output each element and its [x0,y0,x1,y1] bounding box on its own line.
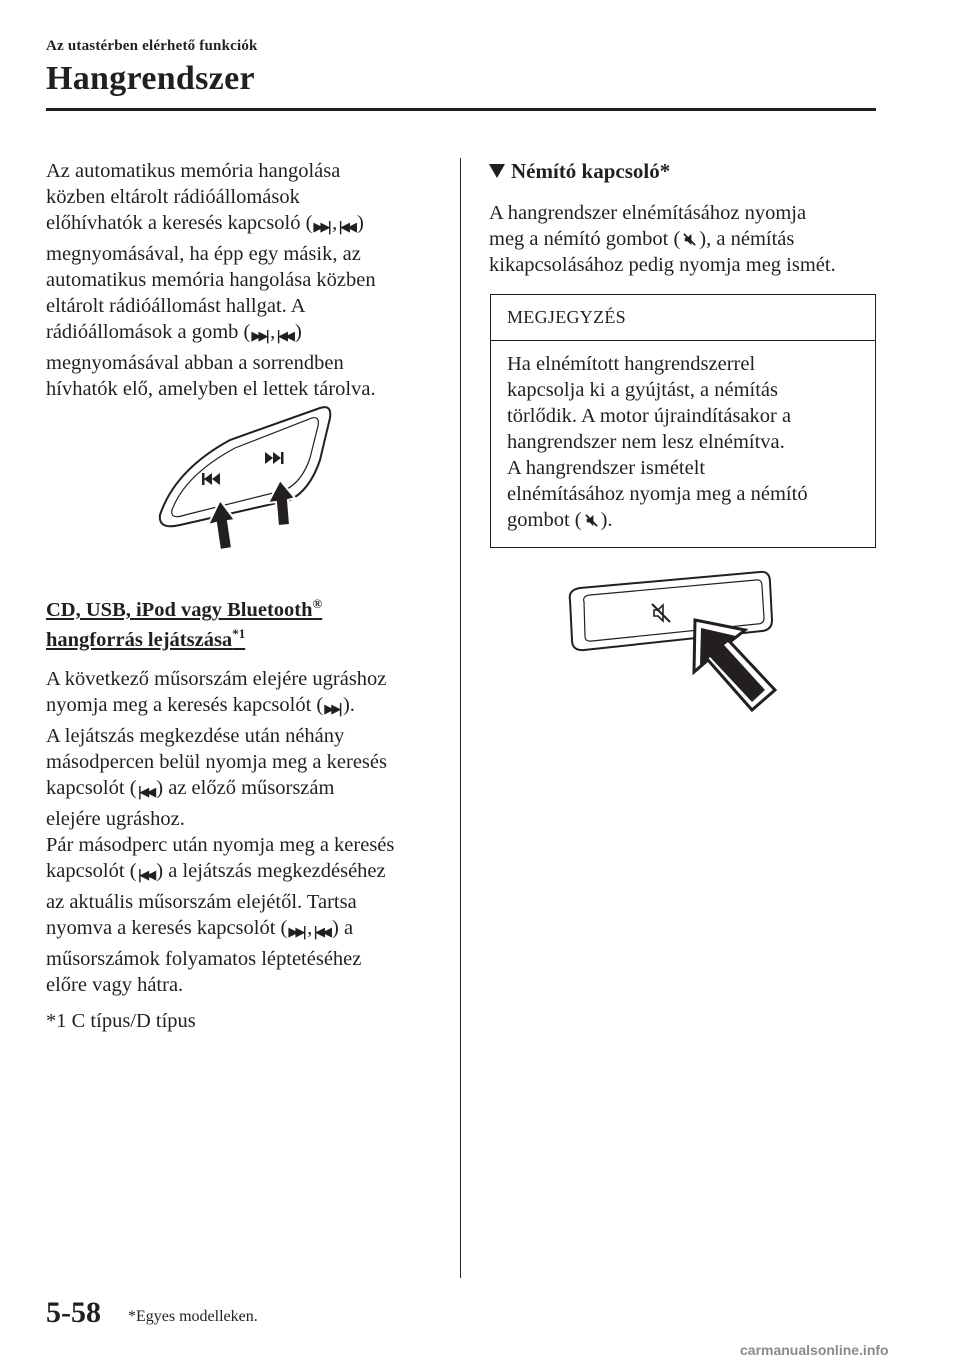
press-arrow [694,620,775,710]
mute-icon [584,513,599,528]
press-arrow-left [208,500,235,550]
mute-icon [682,232,697,247]
watermark: carmanualsonline.info [740,1342,889,1358]
sub-heading: CD, USB, iPod vagy Bluetooth® hangforrás lejátszása$^{*1}$ [46,596,323,651]
intro-paragraph: Az automatikus memória hangolása közben eltárolt rádióállomások előhívhatók a keresés kapcsoló (▶▶| ,|◀◀ ) megnyomásával, ha épp egy másik, az automatikus memória hangolása közben eltárolt rádióállomást hallgat. A rádióállomások a gomb (▶▶| ,|◀◀ ) megnyomásával abban a sorrendben hívhatók elő, amelyben el lettek tárolva. [46,160,376,400]
page-number: 5-58 [46,1296,101,1329]
previous-track-icon: |◀◀ [137,867,154,883]
next-track-icon [265,452,284,464]
previous-track-icon [202,473,220,485]
previous-track-icon: |◀◀ [338,220,355,235]
right-column [489,158,889,278]
mute-switch-illustration [560,560,780,730]
type-footnote: *1 C típus/D típus [46,1009,196,1032]
mute-paragraph: A hangrendszer elnémításához nyomja meg a némító gombot ( ), a némítás kikapcsolásához pedig nyomja meg ismét. [489,202,836,276]
title-rule [46,108,876,111]
seek-switch-illustration [140,400,340,550]
next-track-icon: ▶▶| [313,220,330,235]
next-track-icon: ▶▶| [288,924,305,940]
next-track-icon: ▶▶| [324,701,340,717]
page-title: Hangrendszer [46,60,255,97]
note-body: Ha elnémított hangrendszerrel kapcsolja ki a gyújtást, a némítás törlődik. A motor újraindításakor a hangrendszer nem lesz elnémítva. A hangrendszer ismételt elnémításához nyomja meg a némító gombot ( ). [507,353,808,531]
note-title: MEGJEGYZÉS [491,295,875,341]
left-column [46,158,446,1034]
note-box [490,294,876,548]
previous-track-icon: |◀◀ [276,329,293,344]
previous-track-icon: |◀◀ [313,924,329,940]
next-track-icon: ▶▶| [251,329,268,344]
track-paragraph: A következő műsorszám elejére ugráshoz nyomja meg a keresés kapcsolót (▶▶| ). A lejátszás megkezdése után néhány másodpercen belül nyomja meg a keresés kapcsolót (|◀◀ ) az előző műsorszám elejére ugráshoz. Pár másodperc után nyomja meg a keresés kapcsolót (|◀◀ ) a lejátszás megkezdéséhez az aktuális műsorszám elejétől. Tartsa nyomva a keresés kapcsolót (▶▶| ,|◀◀ ) a műsorszámok folyamatos léptetéséhez előre vagy hátra. [46,667,395,996]
mute-heading: Némító kapcsoló* [489,158,889,184]
mute-icon [652,604,670,622]
footer-footnote: *Egyes modelleken. [128,1308,258,1325]
column-divider [460,158,461,1278]
section-label: Az utastérben elérhető funkciók [46,38,258,54]
previous-track-icon: |◀◀ [137,784,154,800]
heading-triangle-icon [489,164,505,178]
